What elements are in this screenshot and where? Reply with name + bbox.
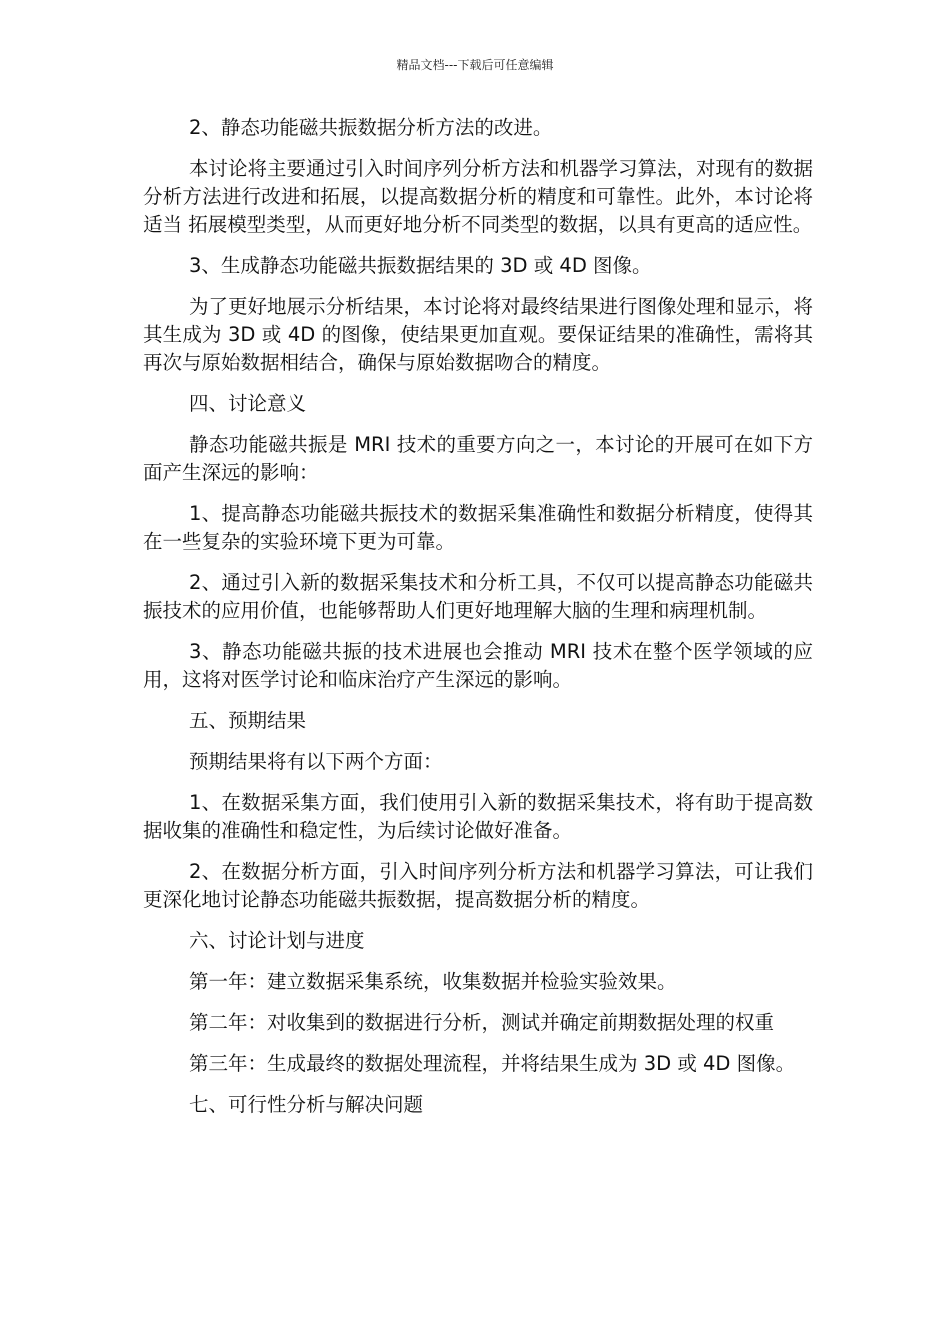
section-heading-3d-4d-images: 3、生成静态功能磁共振数据结果的 3D 或 4D 图像。 [189,254,652,277]
list-item-significance-1: 1、提高静态功能磁共振技术的数据采集准确性和数据分析精度，使得其在一些复杂的实验环境下更为可靠。 [143,502,813,553]
plan-year-3: 第三年：生成最终的数据处理流程，并将结果生成为 3D 或 4D 图像。 [189,1052,796,1075]
section-heading-significance: 四、讨论意义 [189,392,307,415]
document-body [143,114,813,1132]
list-item-expected-2: 2、在数据分析方面，引入时间序列分析方法和机器学习算法，可让我们更深化地讨论静态功能磁共振数据，提高数据分析的精度。 [143,860,813,911]
page-header: 精品文档---下载后可任意编辑 [396,58,554,72]
list-item-significance-2: 2、通过引入新的数据采集技术和分析工具，不仅可以提高静态功能磁共振技术的应用价值，也能够帮助人们更好地理解大脑的生理和病理机制。 [143,571,813,622]
section-heading-feasibility: 七、可行性分析与解决问题 [189,1093,424,1116]
section-heading-plan: 六、讨论计划与进度 [189,929,365,952]
section-heading-expected-results: 五、预期结果 [189,709,307,732]
paragraph-3d-4d-images: 为了更好地展示分析结果，本讨论将对最终结果进行图像处理和显示，将其生成为 3D 或 4D 的图像，使结果更加直观。要保证结果的准确性，需将其再次与原始数据相结合，确保与原始数据吻合的精度。 [143,295,814,374]
list-item-significance-3: 3、静态功能磁共振的技术进展也会推动 MRI 技术在整个医学领域的应用，这将对医学讨论和临床治疗产生深远的影响。 [143,640,813,691]
plan-year-2: 第二年：对收集到的数据进行分析，测试并确定前期数据处理的权重 [189,1011,775,1034]
plan-year-1: 第一年：建立数据采集系统，收集数据并检验实验效果。 [189,970,677,993]
paragraph-significance-intro: 静态功能磁共振是 MRI 技术的重要方向之一，本讨论的开展可在如下方面产生深远的影响： [143,433,813,484]
section-heading-method-improvement: 2、静态功能磁共振数据分析方法的改进。 [189,116,553,139]
paragraph-expected-results-intro: 预期结果将有以下两个方面： [189,750,443,773]
list-item-expected-1: 1、在数据采集方面，我们使用引入新的数据采集技术，将有助于提高数据收集的准确性和稳定性，为后续讨论做好准备。 [143,791,813,842]
paragraph-method-improvement: 本讨论将主要通过引入时间序列分析方法和机器学习算法，对现有的数据分析方法进行改进和拓展，以提高数据分析的精度和可靠性。此外，本讨论将适当 拓展模型类型，从而更好地分析不同类型的数据，以具有更高的适应性。 [143,157,814,236]
